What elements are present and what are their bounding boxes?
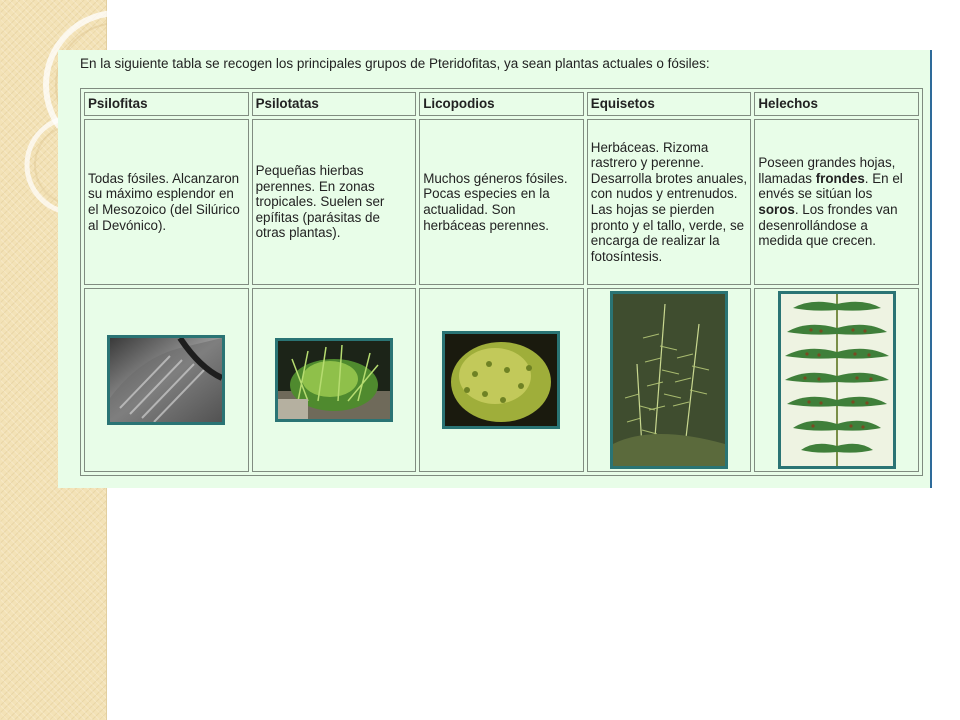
desc-equisetos: Herbáceas. Rizoma rastrero y perenne. Desarrolla brotes anuales, con nudos y entrenudos. Las hojas se pierden pronto y el tallo, verde, se encarga de realizar la fotosíntesis. (587, 119, 752, 285)
image-cell-psilotatas (252, 288, 417, 472)
table-description-row (84, 119, 919, 285)
desc-psilofitas: Todas fósiles. Alcanzaron su máximo esplendor en el Mesozoico (del Silúrico al Devónico). (84, 119, 249, 285)
header-equisetos: Equisetos (587, 92, 752, 116)
fern-frond-photo (778, 291, 896, 469)
desc-helechos: Poseen grandes hojas, llamadas frondes. En el envés se sitúan los soros. Los frondes van desenrollándose a medida que crecen. (754, 119, 919, 285)
desc-licopodios: Muchos géneros fósiles. Pocas especies en la actualidad. Son herbáceas perennes. (419, 119, 584, 285)
term-soros: soros (758, 202, 795, 217)
image-cell-psilofitas (84, 288, 249, 472)
image-cell-helechos (754, 288, 919, 472)
term-frondes: frondes (815, 170, 865, 186)
fossil-photo (107, 335, 225, 425)
grass-clump-photo (275, 338, 393, 422)
table-image-row (84, 288, 919, 472)
moss-cushion-photo (442, 331, 560, 429)
image-cell-licopodios (419, 288, 584, 472)
header-helechos: Helechos (754, 92, 919, 116)
header-licopodios: Licopodios (419, 92, 584, 116)
header-psilotatas: Psilotatas (252, 92, 417, 116)
horsetail-photo (610, 291, 728, 469)
image-cell-equisetos (587, 288, 752, 472)
table-header-row (84, 92, 919, 116)
desc-psilotatas: Pequeñas hierbas perennes. En zonas tropicales. Suelen ser epífitas (parásitas de otras plantas). (252, 119, 417, 285)
pteridofitas-table (80, 88, 923, 476)
intro-text: En la siguiente tabla se recogen los principales grupos de Pteridofitas, ya sean plantas actuales o fósiles: (80, 56, 710, 71)
header-psilofitas: Psilofitas (84, 92, 249, 116)
content-panel (58, 50, 932, 488)
